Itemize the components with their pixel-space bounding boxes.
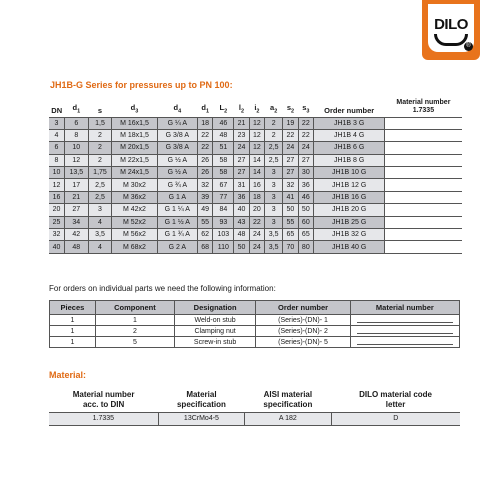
table-cell: M 20x1,5 xyxy=(112,142,157,154)
table-cell: 14 xyxy=(249,167,264,179)
table-cell: 12 xyxy=(249,142,264,154)
table-cell: 4 xyxy=(49,129,64,141)
parts-cell: 2 xyxy=(95,326,174,337)
parts-cell: 1 xyxy=(95,315,174,326)
blank-line xyxy=(357,328,453,334)
table-cell: 2 xyxy=(88,154,112,166)
material-cell: A 182 xyxy=(245,412,331,425)
table-cell: 16 xyxy=(49,191,64,203)
table-cell: 40 xyxy=(234,204,249,216)
column-header-subscript: 3 xyxy=(306,108,310,115)
table-cell: 3 xyxy=(49,117,64,129)
parts-table xyxy=(49,300,460,348)
table-cell: M 24x1,5 xyxy=(112,167,157,179)
table-cell: 6 xyxy=(64,117,88,129)
table-cell: 12 xyxy=(249,117,264,129)
column-header-subscript: 2 xyxy=(241,108,245,115)
parts-column-header: Designation xyxy=(174,301,255,315)
table-cell: 51 xyxy=(213,142,234,154)
table-cell: JH1B 25 G xyxy=(314,216,385,228)
table-cell: 2 xyxy=(265,129,283,141)
column-header-subscript: 3 xyxy=(135,108,139,115)
material-table xyxy=(49,385,460,426)
parts-cell: 1 xyxy=(50,326,96,337)
table-cell: 23 xyxy=(234,129,249,141)
table-cell: 40 xyxy=(49,241,64,253)
table-cell: 22 xyxy=(298,129,313,141)
parts-header-row xyxy=(50,301,460,315)
column-header xyxy=(197,95,212,117)
table-cell: 10 xyxy=(64,142,88,154)
dilo-logo xyxy=(422,0,480,60)
table-cell: 2,5 xyxy=(88,179,112,191)
series-title: JH1B-G Series for pressures up to PN 100: xyxy=(50,80,233,90)
material-number-blank xyxy=(350,315,459,326)
table-cell: M 18x1,5 xyxy=(112,129,157,141)
table-cell: 30 xyxy=(298,167,313,179)
table-cell: 32 xyxy=(197,179,212,191)
table-cell: 24 xyxy=(298,142,313,154)
table-cell: 20 xyxy=(249,204,264,216)
table-cell: 2 xyxy=(88,142,112,154)
table-cell: 77 xyxy=(213,191,234,203)
column-header xyxy=(49,95,64,117)
table-cell: 4 xyxy=(88,216,112,228)
table-cell: 48 xyxy=(213,129,234,141)
table-row xyxy=(49,167,462,179)
column-header-label: s xyxy=(97,105,103,115)
table-cell: 41 xyxy=(283,191,298,203)
table-cell: 27 xyxy=(283,167,298,179)
table-cell: G 1 ¼ A xyxy=(157,204,197,216)
table-cell: 6 xyxy=(49,142,64,154)
material-number-blank xyxy=(350,337,459,348)
column-header-subscript: 2 xyxy=(274,108,278,115)
column-header xyxy=(157,95,197,117)
column-header xyxy=(314,95,385,117)
table-cell: 10 xyxy=(49,167,64,179)
table-cell: 46 xyxy=(298,191,313,203)
table-cell: JH1B 20 G xyxy=(314,204,385,216)
table-cell: M 36x2 xyxy=(112,191,157,203)
table-cell: 2,5 xyxy=(88,191,112,203)
table-cell: 3 xyxy=(265,191,283,203)
parts-row xyxy=(50,337,460,348)
table-row xyxy=(49,142,462,154)
table-row xyxy=(49,191,462,203)
table-cell: G ¾ A xyxy=(157,179,197,191)
table-cell: 24 xyxy=(249,241,264,253)
table-cell: 34 xyxy=(64,216,88,228)
column-header-label: d xyxy=(173,103,179,112)
material-column-header xyxy=(245,385,331,412)
table-cell: 36 xyxy=(298,179,313,191)
table-cell-blank xyxy=(385,216,462,228)
table-cell: 2,5 xyxy=(265,154,283,166)
material-header-line: Material number xyxy=(72,389,135,399)
table-cell: 50 xyxy=(283,204,298,216)
table-cell: 39 xyxy=(197,191,212,203)
column-header-label: l xyxy=(238,103,242,112)
material-header-line: DILO material code xyxy=(359,389,432,399)
table-cell: 18 xyxy=(249,191,264,203)
table-cell: 1,75 xyxy=(88,167,112,179)
table-cell-blank xyxy=(385,191,462,203)
table-cell: 4 xyxy=(88,241,112,253)
table-cell: 22 xyxy=(197,129,212,141)
table-cell: 22 xyxy=(197,142,212,154)
parts-column-header: Order number xyxy=(256,301,351,315)
material-column-header xyxy=(49,385,158,412)
table-cell: 65 xyxy=(283,229,298,241)
table-cell: 50 xyxy=(298,204,313,216)
table-cell: JH1B 16 G xyxy=(314,191,385,203)
parts-cell: Screw-in stub xyxy=(174,337,255,348)
column-header-label: Order number xyxy=(324,105,375,115)
parts-cell: Clamping nut xyxy=(174,326,255,337)
column-header-subscript: 2 xyxy=(290,108,295,115)
column-header xyxy=(249,95,264,117)
parts-cell: (Series)-(DN)- 2 xyxy=(256,326,351,337)
table-cell: 2 xyxy=(265,117,283,129)
table-cell: 17 xyxy=(64,179,88,191)
table-cell: 8 xyxy=(49,154,64,166)
table-cell: G 1 A xyxy=(157,191,197,203)
table-cell: 3,5 xyxy=(265,229,283,241)
table-cell-blank xyxy=(385,167,462,179)
logo-arc xyxy=(434,34,468,46)
dimensions-body xyxy=(49,117,462,253)
material-cell: 13CrMo4-5 xyxy=(158,412,244,425)
table-cell: 16 xyxy=(249,179,264,191)
material-header-line: Material number xyxy=(396,98,451,106)
logo-text: DILO xyxy=(434,16,468,33)
parts-cell: Weld-on stub xyxy=(174,315,255,326)
column-header-label: i xyxy=(254,103,257,112)
table-cell: 26 xyxy=(197,154,212,166)
table-cell: 3 xyxy=(265,216,283,228)
blank-line xyxy=(357,317,453,323)
table-cell-blank xyxy=(385,117,462,129)
table-cell: 62 xyxy=(197,229,212,241)
table-cell: JH1B 40 G xyxy=(314,241,385,253)
table-cell: 31 xyxy=(234,179,249,191)
parts-row xyxy=(50,326,460,337)
table-cell: G 1 ¾ A xyxy=(157,229,197,241)
material-column-header xyxy=(331,385,460,412)
table-cell: 2,5 xyxy=(265,142,283,154)
table-row xyxy=(49,241,462,253)
table-cell: M 16x1,5 xyxy=(112,117,157,129)
table-cell: 36 xyxy=(234,191,249,203)
parts-column-header: Component xyxy=(95,301,174,315)
table-cell: 24 xyxy=(283,142,298,154)
table-cell: 58 xyxy=(213,154,234,166)
table-cell: G ½ A xyxy=(157,167,197,179)
table-cell-blank xyxy=(385,154,462,166)
table-cell: 1,5 xyxy=(88,117,112,129)
material-title: Material: xyxy=(49,370,87,380)
table-cell: G 3/8 A xyxy=(157,129,197,141)
table-cell: 49 xyxy=(197,204,212,216)
table-row xyxy=(49,229,462,241)
column-header xyxy=(88,95,112,117)
table-cell: M 56x2 xyxy=(112,229,157,241)
table-cell: 42 xyxy=(64,229,88,241)
parts-cell: (Series)-(DN)- 1 xyxy=(256,315,351,326)
table-cell: 84 xyxy=(213,204,234,216)
table-cell: 67 xyxy=(213,179,234,191)
table-cell: 58 xyxy=(213,167,234,179)
table-cell: 65 xyxy=(298,229,313,241)
column-header-label: DN xyxy=(51,105,63,115)
column-header-label: L xyxy=(219,103,225,112)
table-cell: 22 xyxy=(298,117,313,129)
parts-cell: 1 xyxy=(50,315,96,326)
table-cell: JH1B 4 G xyxy=(314,129,385,141)
table-cell: 19 xyxy=(283,117,298,129)
column-header xyxy=(298,95,313,117)
table-cell: 8 xyxy=(64,129,88,141)
table-cell: 70 xyxy=(283,241,298,253)
table-cell: M 42x2 xyxy=(112,204,157,216)
column-header-subscript: 1 xyxy=(205,108,209,115)
table-cell: 3 xyxy=(265,204,283,216)
column-header-label: s xyxy=(286,103,291,112)
table-cell-blank xyxy=(385,204,462,216)
table-cell: 2 xyxy=(88,129,112,141)
table-row xyxy=(49,204,462,216)
table-cell: 110 xyxy=(213,241,234,253)
table-cell: 14 xyxy=(249,154,264,166)
column-header-label: d xyxy=(72,103,78,112)
parts-cell: 1 xyxy=(50,337,96,348)
table-cell: 68 xyxy=(197,241,212,253)
table-cell: 27 xyxy=(234,154,249,166)
material-column-header xyxy=(158,385,244,412)
column-header xyxy=(265,95,283,117)
table-row xyxy=(49,129,462,141)
table-cell: G ¼ A xyxy=(157,117,197,129)
table-cell: 93 xyxy=(213,216,234,228)
table-cell-blank xyxy=(385,229,462,241)
table-cell: G 3/8 A xyxy=(157,142,197,154)
table-cell: M 30x2 xyxy=(112,179,157,191)
material-header-line: specification xyxy=(263,399,313,409)
table-cell: G 2 A xyxy=(157,241,197,253)
table-cell: 27 xyxy=(234,167,249,179)
column-header xyxy=(112,95,157,117)
parts-body xyxy=(50,315,460,348)
column-header-label: s xyxy=(302,103,307,112)
material-header-value: 1.7335 xyxy=(412,106,435,114)
material-header-line: acc. to DIN xyxy=(82,399,125,409)
parts-cell: 5 xyxy=(95,337,174,348)
table-cell: G ½ A xyxy=(157,154,197,166)
table-cell: 32 xyxy=(283,179,298,191)
table-row xyxy=(49,117,462,129)
table-cell: 21 xyxy=(234,117,249,129)
table-cell: 3,5 xyxy=(265,241,283,253)
table-cell: 103 xyxy=(213,229,234,241)
table-cell: 3 xyxy=(265,179,283,191)
material-header-row xyxy=(49,385,460,412)
table-cell: JH1B 12 G xyxy=(314,179,385,191)
table-cell: 20 xyxy=(49,204,64,216)
table-cell-blank xyxy=(385,179,462,191)
column-header-label: a xyxy=(270,103,275,112)
table-cell-blank xyxy=(385,142,462,154)
table-cell-blank xyxy=(385,241,462,253)
material-header-line: AISI material xyxy=(263,389,313,399)
table-cell: 22 xyxy=(249,216,264,228)
parts-column-header: Pieces xyxy=(50,301,96,315)
table-cell: 27 xyxy=(64,204,88,216)
table-cell: 27 xyxy=(283,154,298,166)
table-cell: JH1B 10 G xyxy=(314,167,385,179)
table-cell: 12 xyxy=(249,129,264,141)
table-cell: 3 xyxy=(88,204,112,216)
table-cell: 32 xyxy=(49,229,64,241)
table-cell: 50 xyxy=(234,241,249,253)
table-row xyxy=(49,154,462,166)
material-number-blank xyxy=(350,326,459,337)
material-cell: D xyxy=(331,412,460,425)
table-cell: 3,5 xyxy=(88,229,112,241)
table-cell: 22 xyxy=(283,129,298,141)
table-cell: 46 xyxy=(213,117,234,129)
table-cell: 12 xyxy=(49,179,64,191)
parts-column-header: Material number xyxy=(350,301,459,315)
parts-row xyxy=(50,315,460,326)
table-cell: 80 xyxy=(298,241,313,253)
table-cell: 21 xyxy=(64,191,88,203)
table-cell: 13,5 xyxy=(64,167,88,179)
material-cell: 1.7335 xyxy=(49,412,158,425)
material-header-line: Material xyxy=(186,389,217,399)
table-cell: M 68x2 xyxy=(112,241,157,253)
table-cell: 55 xyxy=(197,216,212,228)
table-cell: G 1 ½ A xyxy=(157,216,197,228)
table-cell: 24 xyxy=(249,229,264,241)
column-header xyxy=(64,95,88,117)
registered-mark-icon: ® xyxy=(464,42,473,51)
table-cell: 27 xyxy=(298,154,313,166)
column-header-subscript: 2 xyxy=(256,108,260,115)
dimensions-table xyxy=(49,95,462,254)
material-row xyxy=(49,412,460,425)
column-header xyxy=(283,95,298,117)
table-cell: 43 xyxy=(234,216,249,228)
table-cell: JH1B 8 G xyxy=(314,154,385,166)
column-header xyxy=(234,95,249,117)
table-cell: 24 xyxy=(234,142,249,154)
table-cell: 26 xyxy=(197,167,212,179)
column-header-material xyxy=(385,95,462,117)
table-row xyxy=(49,179,462,191)
orders-info-text: For orders on individual parts we need the following information: xyxy=(49,284,276,293)
material-header-line: specification xyxy=(176,399,226,409)
column-header-subscript: 2 xyxy=(224,108,228,115)
table-cell: 55 xyxy=(283,216,298,228)
column-header xyxy=(213,95,234,117)
table-cell: 25 xyxy=(49,216,64,228)
column-header-label: d xyxy=(130,103,136,112)
table-cell: JH1B 3 G xyxy=(314,117,385,129)
table-cell: M 22x1,5 xyxy=(112,154,157,166)
table-cell: 12 xyxy=(64,154,88,166)
dimensions-header-row xyxy=(49,95,462,117)
table-cell: 48 xyxy=(64,241,88,253)
parts-cell: (Series)-(DN)- 5 xyxy=(256,337,351,348)
table-cell: 60 xyxy=(298,216,313,228)
table-cell: M 52x2 xyxy=(112,216,157,228)
table-cell: 3 xyxy=(265,167,283,179)
table-cell: 48 xyxy=(234,229,249,241)
table-row xyxy=(49,216,462,228)
column-header-subscript: 4 xyxy=(178,108,182,115)
column-header-label: d xyxy=(201,103,206,112)
table-cell: 18 xyxy=(197,117,212,129)
table-cell: JH1B 32 G xyxy=(314,229,385,241)
material-header-line: letter xyxy=(385,399,406,409)
blank-line xyxy=(357,339,453,345)
column-header-subscript: 1 xyxy=(77,108,81,115)
table-cell-blank xyxy=(385,129,462,141)
table-cell: JH1B 6 G xyxy=(314,142,385,154)
